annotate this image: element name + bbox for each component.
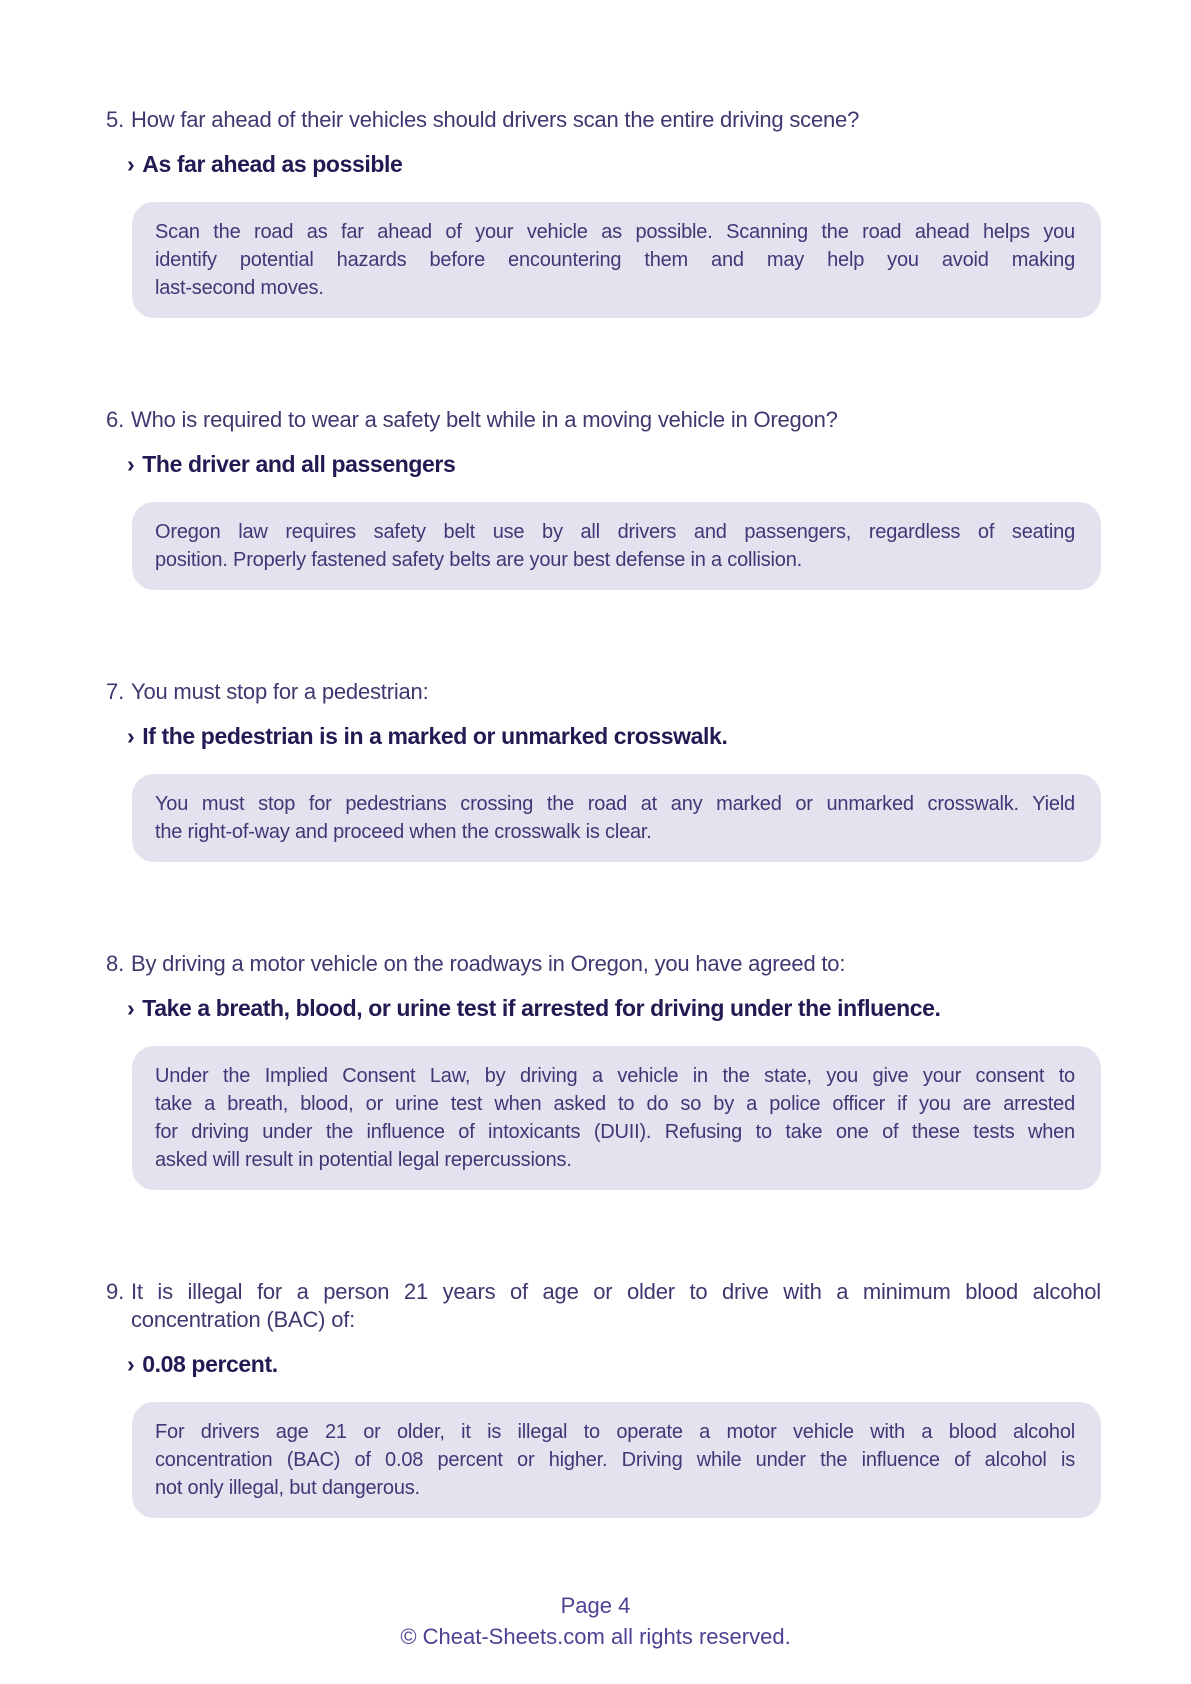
- page-footer: [0, 1590, 1191, 1652]
- question-row: [100, 1278, 1101, 1334]
- text-line: asked will result in potential legal repercussions.: [155, 1149, 572, 1171]
- answer-text: If the pedestrian is in a marked or unmarked crosswalk.: [142, 723, 728, 749]
- question-number: 6.: [106, 407, 124, 432]
- text-line: For drivers age 21 or older, it is illegal to operate a motor vehicle with a blood alcohol: [155, 1421, 1075, 1443]
- chevron-right-icon: ›: [127, 151, 135, 177]
- explanation-box: [132, 202, 1101, 318]
- chevron-right-icon: ›: [127, 995, 135, 1021]
- question-block-9: [100, 1278, 1101, 1518]
- text-line: You must stop for pedestrians crossing the road at any marked or unmarked crosswalk. Yield: [155, 793, 1075, 815]
- text-line: How far ahead of their vehicles should drivers scan the entire driving scene?: [131, 107, 860, 132]
- copyright-text: © Cheat-Sheets.com all rights reserved.: [400, 1624, 791, 1649]
- question-text: [131, 1278, 1101, 1334]
- text-line: Under the Implied Consent Law, by driving a vehicle in the state, you give your consent to: [155, 1065, 1075, 1087]
- question-row: [100, 950, 1101, 978]
- text-line: Oregon law requires safety belt use by all drivers and passengers, regardless of seating: [155, 521, 1075, 543]
- text-line: You must stop for a pedestrian:: [131, 679, 429, 704]
- text-line: last-second moves.: [155, 277, 324, 299]
- text-line: It is illegal for a person 21 years of age or older to drive with a minimum blood alcohol: [131, 1279, 1101, 1304]
- answer-line: [127, 722, 1101, 750]
- question-block-6: [100, 406, 1101, 590]
- question-text: [131, 678, 1101, 706]
- question-block-8: [100, 950, 1101, 1190]
- text-line: not only illegal, but dangerous.: [155, 1477, 420, 1499]
- text-line: identify potential hazards before encountering them and may help you avoid making: [155, 249, 1075, 271]
- text-line: concentration (BAC) of 0.08 percent or higher. Driving while under the influence of alcohol is: [155, 1449, 1075, 1471]
- text-line: for driving under the influence of intoxicants (DUII). Refusing to take one of these tests when: [155, 1121, 1075, 1143]
- answer-line: [127, 994, 1101, 1022]
- question-row: [100, 406, 1101, 434]
- answer-line: [127, 1350, 1101, 1378]
- text-line: Who is required to wear a safety belt while in a moving vehicle in Oregon?: [131, 407, 838, 432]
- question-number: 5.: [106, 107, 124, 132]
- question-text: [131, 106, 1101, 134]
- question-block-5: [100, 106, 1101, 318]
- answer-line: [127, 450, 1101, 478]
- page-number-label: Page 4: [560, 1593, 631, 1618]
- question-text: [131, 950, 1101, 978]
- explanation-box: [132, 1046, 1101, 1190]
- answer-text: Take a breath, blood, or urine test if arrested for driving under the influence.: [142, 995, 941, 1021]
- answer-text: 0.08 percent.: [142, 1351, 278, 1377]
- question-row: [100, 106, 1101, 134]
- text-line: the right-of-way and proceed when the crosswalk is clear.: [155, 821, 652, 843]
- explanation-box: [132, 774, 1101, 862]
- question-block-7: [100, 678, 1101, 862]
- text-line: By driving a motor vehicle on the roadways in Oregon, you have agreed to:: [131, 951, 846, 976]
- answer-text: As far ahead as possible: [142, 151, 403, 177]
- answer-line: [127, 150, 1101, 178]
- explanation-box: [132, 502, 1101, 590]
- answer-text: The driver and all passengers: [142, 451, 456, 477]
- question-row: [100, 678, 1101, 706]
- text-line: position. Properly fastened safety belts are your best defense in a collision.: [155, 549, 802, 571]
- text-line: Scan the road as far ahead of your vehicle as possible. Scanning the road ahead helps you: [155, 221, 1075, 243]
- chevron-right-icon: ›: [127, 1351, 135, 1377]
- explanation-box: [132, 1402, 1101, 1518]
- text-line: concentration (BAC) of:: [131, 1307, 356, 1332]
- text-line: take a breath, blood, or urine test when asked to do so by a police officer if you are arrested: [155, 1093, 1075, 1115]
- question-number: 9.: [106, 1279, 124, 1304]
- chevron-right-icon: ›: [127, 723, 135, 749]
- question-number: 8.: [106, 951, 124, 976]
- question-text: [131, 406, 1101, 434]
- question-number: 7.: [106, 679, 124, 704]
- chevron-right-icon: ›: [127, 451, 135, 477]
